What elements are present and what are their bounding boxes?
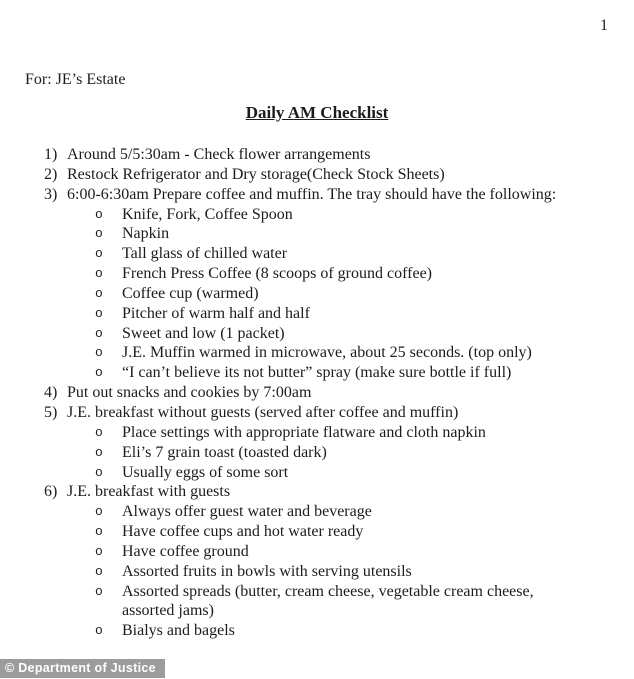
circle-bullet: o xyxy=(95,424,103,440)
checklist-subitem xyxy=(0,343,634,363)
circle-bullet: o xyxy=(95,464,103,480)
subitem-text: Assorted spreads (butter, cream cheese, vegetable cream cheese, assorted jams) xyxy=(122,582,534,620)
circle-bullet: o xyxy=(95,365,103,381)
circle-bullet: o xyxy=(95,305,103,321)
title-row xyxy=(0,103,634,123)
subitem-text: Tall glass of chilled water xyxy=(122,245,288,263)
checklist-item xyxy=(0,145,634,165)
circle-bullet: o xyxy=(95,583,103,599)
checklist-subitem xyxy=(0,264,634,284)
recipient-line: For: JE’s Estate xyxy=(25,71,126,88)
circle-bullet: o xyxy=(95,206,103,222)
circle-bullet: o xyxy=(95,345,103,361)
checklist-subitem xyxy=(0,284,634,304)
checklist-subitem xyxy=(0,244,634,264)
checklist-subitem xyxy=(0,324,634,344)
subitem-text: Pitcher of warm half and half xyxy=(122,304,310,322)
checklist-subitem xyxy=(0,443,634,463)
subitem-text: Coffee cup (warmed) xyxy=(122,284,259,302)
checklist-subitem xyxy=(0,502,634,522)
circle-bullet: o xyxy=(95,524,103,540)
circle-bullet: o xyxy=(95,226,103,242)
checklist-item xyxy=(0,482,634,502)
item-text: J.E. breakfast with guests xyxy=(67,483,231,501)
item-text: Put out snacks and cookies by 7:00am xyxy=(67,384,312,402)
subitem-text: Napkin xyxy=(122,225,170,243)
checklist-subitem xyxy=(0,562,634,582)
item-number: 2) xyxy=(44,165,58,183)
subitem-text: Usually eggs of some sort xyxy=(122,463,289,481)
item-text: 6:00-6:30am Prepare coffee and muffin. The tray should have the following: xyxy=(67,185,557,203)
item-number: 1) xyxy=(44,146,58,163)
circle-bullet: o xyxy=(95,623,103,639)
item-text: J.E. breakfast without guests (served after coffee and muffin) xyxy=(67,403,459,421)
checklist xyxy=(0,145,634,641)
circle-bullet: o xyxy=(95,266,103,282)
subitem-text: Knife, Fork, Coffee Spoon xyxy=(122,205,293,223)
subitem-text: Sweet and low (1 packet) xyxy=(122,324,285,342)
checklist-subitem xyxy=(0,304,634,324)
checklist-subitem xyxy=(0,463,634,483)
item-number: 3) xyxy=(44,185,58,203)
subitem-text: Assorted fruits in bowls with serving utensils xyxy=(122,562,412,580)
checklist-subitem xyxy=(0,621,634,641)
circle-bullet: o xyxy=(95,325,103,341)
credit-badge: © Department of Justice xyxy=(0,659,165,678)
circle-bullet: o xyxy=(95,504,103,520)
checklist-subitem xyxy=(0,582,634,622)
checklist-subitem xyxy=(0,522,634,542)
subitem-text: Have coffee ground xyxy=(122,542,249,560)
item-number: 5) xyxy=(44,403,58,421)
item-text: Around 5/5:30am - Check flower arrangements xyxy=(67,146,371,163)
checklist-item xyxy=(0,383,634,403)
checklist-subitem xyxy=(0,423,634,443)
item-number: 4) xyxy=(44,384,58,402)
item-text: Restock Refrigerator and Dry storage(Check Stock Sheets) xyxy=(67,165,445,183)
checklist-item xyxy=(0,185,634,205)
circle-bullet: o xyxy=(95,444,103,460)
subitem-text: Bialys and bagels xyxy=(122,622,235,640)
circle-bullet: o xyxy=(95,543,103,559)
document-title: Daily AM Checklist xyxy=(245,103,389,122)
subitem-text: Eli’s 7 grain toast (toasted dark) xyxy=(122,443,327,461)
subitem-text: Have coffee cups and hot water ready xyxy=(122,523,364,541)
checklist-item xyxy=(0,165,634,185)
item-number: 6) xyxy=(44,483,58,501)
circle-bullet: o xyxy=(95,563,103,579)
checklist-subitem xyxy=(0,542,634,562)
subitem-text: Always offer guest water and beverage xyxy=(122,503,372,521)
checklist-subitem xyxy=(0,363,634,383)
subitem-text: Place settings with appropriate flatware and cloth napkin xyxy=(122,423,486,441)
checklist-subitem xyxy=(0,205,634,225)
subitem-text: French Press Coffee (8 scoops of ground coffee) xyxy=(122,265,432,283)
subitem-text: J.E. Muffin warmed in microwave, about 25 seconds. (top only) xyxy=(122,344,532,362)
checklist-subitem xyxy=(0,224,634,244)
circle-bullet: o xyxy=(95,246,103,262)
subitem-text: “I can’t believe its not butter” spray (make sure bottle if full) xyxy=(122,364,512,382)
circle-bullet: o xyxy=(95,285,103,301)
checklist-item xyxy=(0,403,634,423)
page-number: 1 xyxy=(600,17,608,34)
